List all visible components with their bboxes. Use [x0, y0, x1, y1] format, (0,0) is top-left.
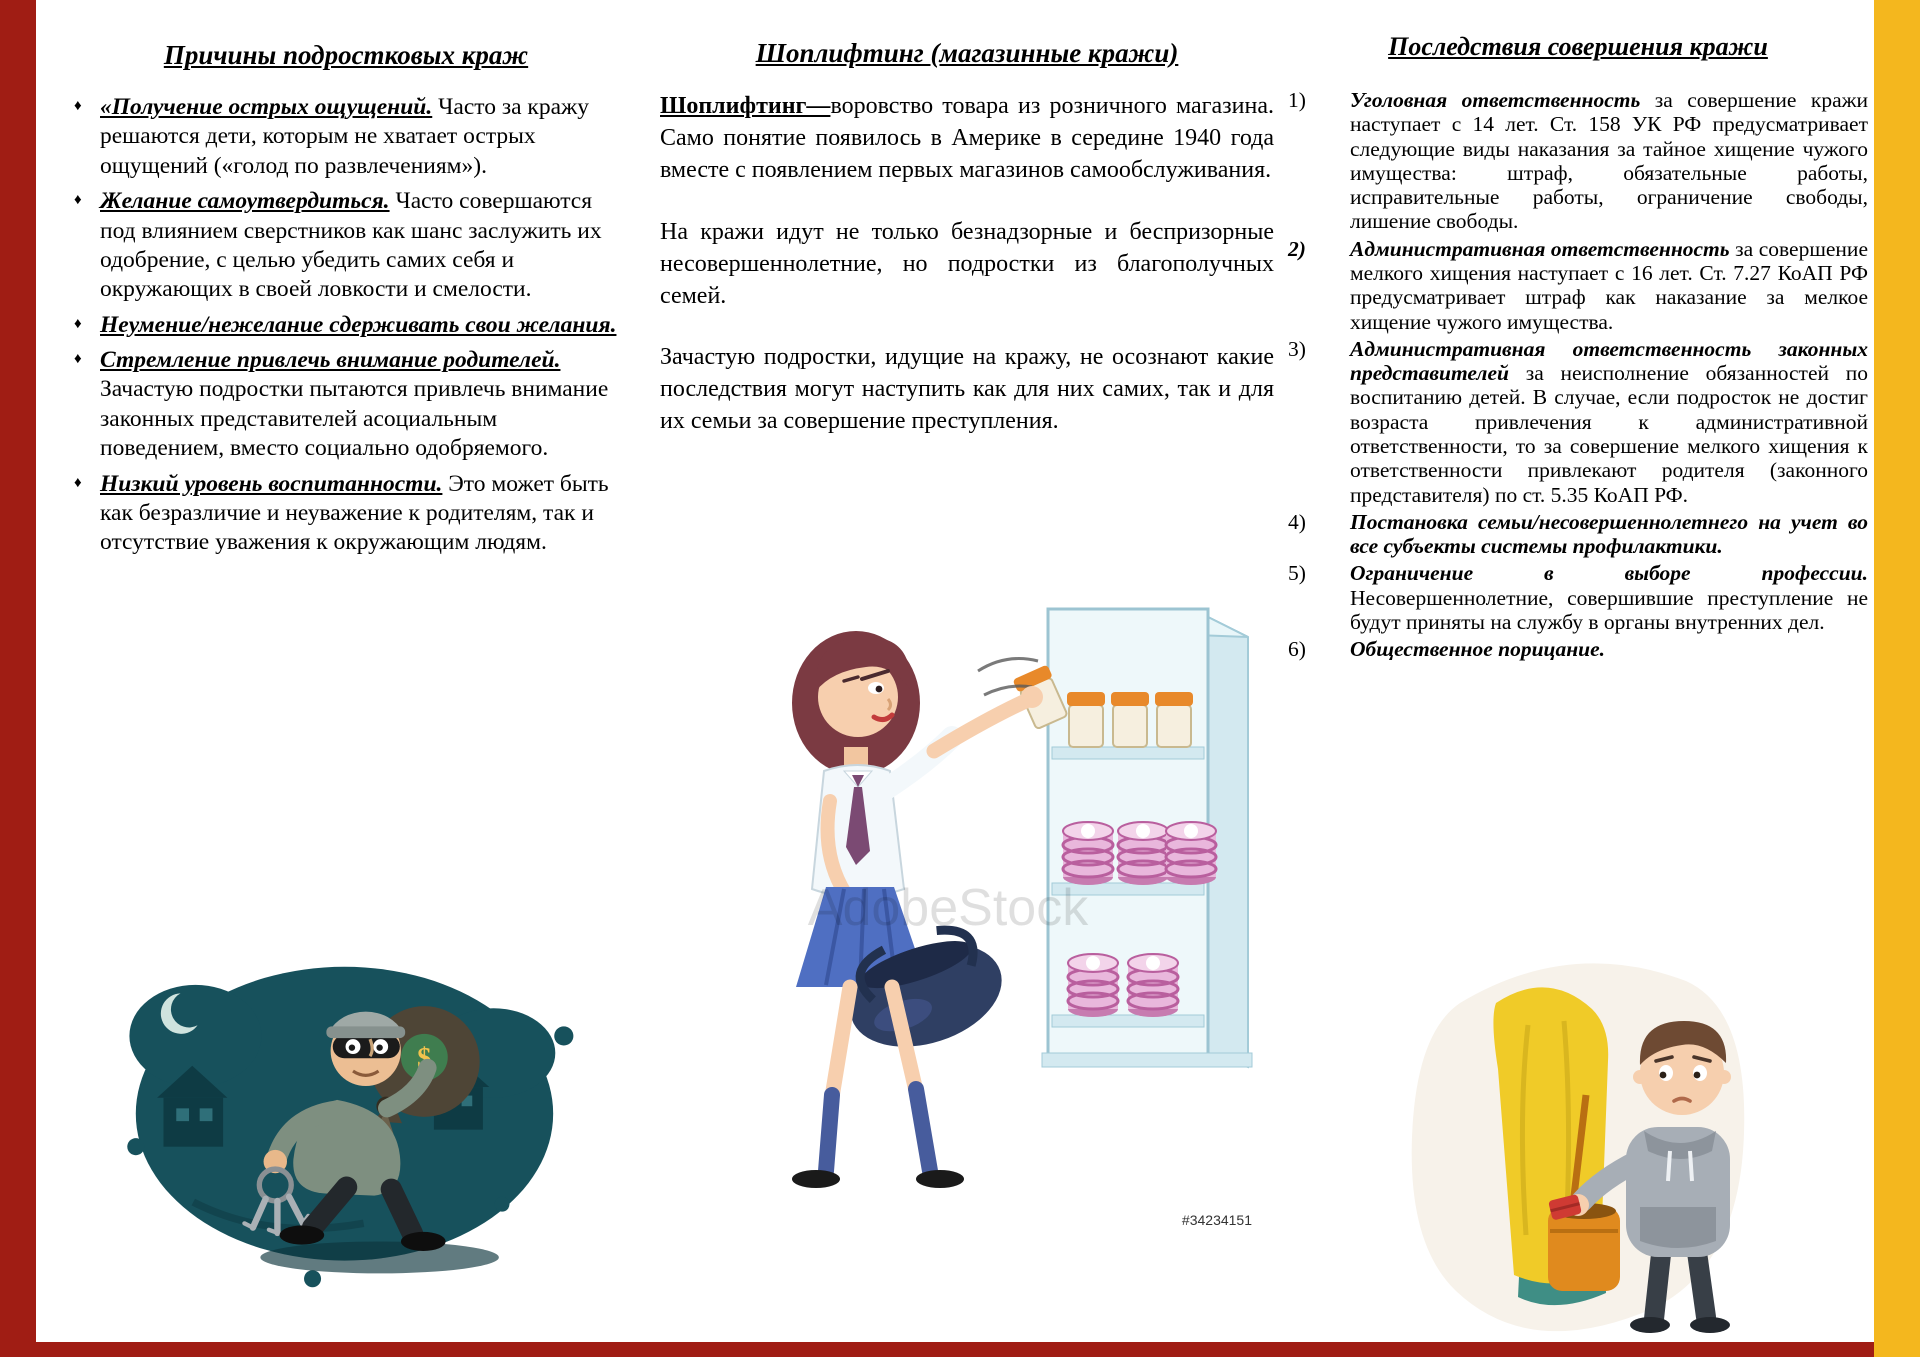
cause-lead: Желание самоутвердиться.: [100, 188, 390, 215]
consequence-item: [1288, 510, 1868, 559]
consequence-item: [1288, 337, 1868, 507]
consequence-text: [1350, 561, 1868, 634]
burglar-illustration: [118, 938, 588, 1300]
item-number: 2): [1288, 236, 1306, 261]
cause-item: [72, 93, 620, 181]
cause-text: Зачастую подростки пытаются привлечь внимание законных представителей асоциальным поведением, вместо социально одобряемого.: [100, 376, 609, 462]
consequence-item: [1288, 561, 1868, 634]
consequence-item: [1288, 637, 1868, 661]
cause-item: [72, 346, 620, 464]
shoplifting-paragraph: На кражи идут не только безнадзорные и беспризорные несовершеннолетние, но подростки из благополучных семей.: [660, 218, 1274, 309]
watermark-text: AdobeStock: [807, 879, 1089, 937]
pickpocket-illustration: [1408, 945, 1754, 1341]
cause-lead: Стремление привлечь внимание родителей.: [100, 347, 561, 373]
consequence-lead: Уголовная ответственность: [1350, 88, 1641, 112]
consequence-rest: Несовершеннолетние, совершившие преступление не будут приняты на службу в органы внутренних дел.: [1350, 585, 1868, 634]
consequence-lead: Ограничение в выборе профессии.: [1350, 561, 1868, 586]
causes-title: Причины подростковых краж: [163, 40, 529, 70]
causes-list: [72, 93, 620, 558]
cause-item: [72, 311, 620, 340]
burglar-mask-icon: [333, 1035, 400, 1058]
item-number: 3): [1288, 336, 1306, 361]
shoplifting-girl-illustration: [648, 575, 1272, 1245]
item-number: 4): [1288, 509, 1306, 534]
consequence-rest: за совершение кражи наступает с 14 лет. Ст. 158 УК РФ предусматривает следующие виды наказания за тайное хищение чужого имущества: штраф, обязательные работы, исправительные работы, ограничение свободы, лишение свободы.: [1350, 88, 1868, 234]
consequence-text: [1350, 88, 1868, 234]
column-consequences: [1288, 0, 1868, 664]
item-number: 6): [1288, 637, 1306, 662]
consequence-text: [1350, 510, 1868, 559]
consequence-lead: Постановка семьи/несовершеннолетнего на учет во все субъекты системы профилактики.: [1350, 509, 1868, 559]
consequences-list: [1288, 88, 1868, 661]
shoplifting-paragraph: Зачастую подростки, идущие на кражу, не осознают какие последствия могут наступить как для них самих, так и для их семьи за совершение преступления.: [660, 344, 1274, 435]
dollar-sign: $: [417, 1041, 432, 1074]
cause-item: [72, 187, 620, 305]
cause-text: Часто за кражу решаются дети, которым не хватает острых ощущений («голод по развлечениям»).: [100, 94, 590, 179]
cause-lead: «Получение острых ощущений.: [100, 94, 433, 120]
left-accent-bar: [0, 0, 36, 1357]
cause-text: Часто совершаются под влиянием сверстников как шанс заслужить их одобрение, с целью убедить самих себя и окружающих в своей ловкости и смелости.: [100, 188, 602, 303]
item-number: 5): [1288, 561, 1306, 586]
shoplifting-title: Шоплифтинг (магазинные кражи): [755, 38, 1179, 68]
consequence-text: [1350, 337, 1868, 507]
consequence-rest: за неисполнение обязанностей по воспитанию детей. В случае, если подросток не достиг возраста привлечения к административной ответственности, то за совершение мелкого хищения к ответственности привлекают родителя (законного представителя) по ст. 5.35 КоАП РФ.: [1350, 361, 1868, 507]
definition-text: воровство товара из розничного магазина. Само понятие появилось в Америке в середине 1940 года вместе с появлением первых магазинов самообслуживания.: [660, 93, 1274, 183]
item-number: 1): [1288, 88, 1306, 112]
column-causes: [72, 0, 620, 564]
consequence-lead: Административная ответственность: [1350, 236, 1730, 261]
cause-text: Это может быть как безразличие и неуважение к родителям, так и отсутствие уважения к окружающим людям.: [100, 470, 609, 556]
definition-lead: Шоплифтинг—: [660, 93, 831, 119]
consequence-lead: Общественное порицание.: [1350, 637, 1606, 662]
cause-item: [72, 470, 620, 558]
stock-id-text: #34234151: [1181, 1212, 1252, 1228]
consequence-text: [1350, 237, 1868, 334]
ground-shadow: [260, 1241, 498, 1273]
bottom-accent-bar: [0, 1342, 1874, 1357]
column-shoplifting: [660, 0, 1274, 468]
shoplifting-definition: [660, 91, 1274, 187]
consequence-lead: Административная ответственность законных представителей: [1350, 336, 1868, 386]
consequence-item: [1288, 237, 1868, 334]
consequence-text: [1350, 637, 1868, 661]
girl-hand: [1021, 686, 1043, 708]
right-accent-bar: [1874, 0, 1920, 1357]
cause-lead: Неумение/нежелание сдерживать свои желания.: [100, 311, 617, 338]
consequence-item: [1288, 88, 1868, 234]
consequences-title: Последствия совершения кражи: [1388, 32, 1768, 61]
cause-lead: Низкий уровень воспитанности.: [100, 470, 443, 497]
consequence-rest: за совершение мелкого хищения наступает с 16 лет. Ст. 7.27 КоАП РФ предусматривает штраф как наказание за мелкое хищение чужого имущества.: [1350, 236, 1868, 334]
